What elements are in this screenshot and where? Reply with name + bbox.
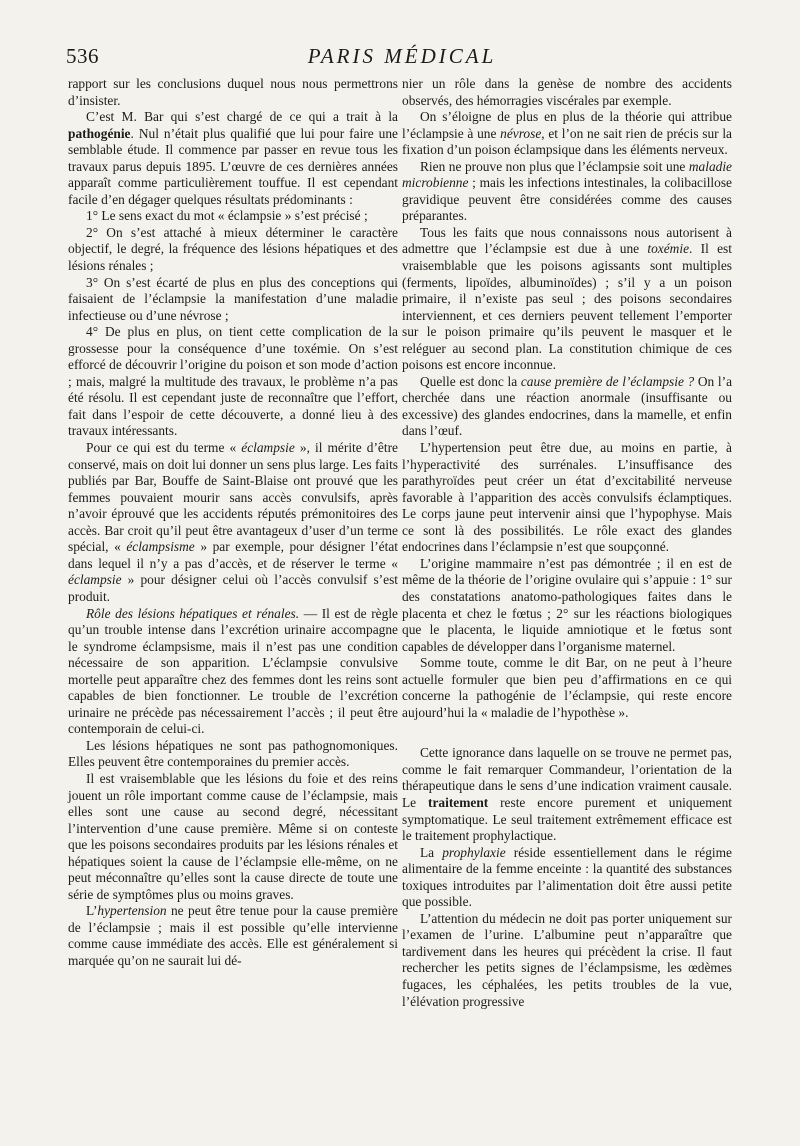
list-item: 4° De plus en plus, on tient cette complication de la grossesse pour la conséquence d’une toxémie. On s’est efforcé de découvrir l’origine du poison et son mode d’action ; mais, malgré la multitude des travaux, le problème n’a pas été résolu. Il est cependant juste de reconnaître que l’effort, fait dans l’espoir de cette découverte, a donné lieu à des travaux intéressants. <box>68 324 398 439</box>
paragraph: Rôle des lésions hépatiques et rénales. — Il est de règle qu’un trouble intense dans l’excrétion urinaire accompagne le syndrome éclampsisme, mais il n’est pas une condition nécessaire de son apparition. L’éclampsie convulsive mortelle peut apparaître chez des femmes dont les reins sont capables de bien fonctionner. Le trouble de l’excrétion urinaire ne précède pas nécessairement l’accès ; il peut être contemporain de celui-ci. <box>68 605 398 737</box>
list-item: 2° On s’est attaché à mieux déterminer le caractère objectif, le degré, la fréquence des lésions hépatiques et des lésions rénales ; <box>68 224 398 274</box>
running-title: PARIS MÉDICAL <box>307 44 497 68</box>
section-heading: Rôle des lésions hépatiques et rénales. <box>86 605 300 621</box>
paragraph: La prophylaxie réside essentiellement dans le régime alimentaire de la femme enceinte : la quantité des substances toxiques introduites par l’alimentation doit être aussi petite que possible. <box>402 844 732 910</box>
paragraph: nier un rôle dans la genèse de nombre des accidents observés, des hémorragies viscérales par exemple. <box>402 76 732 108</box>
paragraph: On s’éloigne de plus en plus de la théorie qui attribue l’éclampsie à une névrose, et l’on ne sait rien de précis sur la fixation d’un poison éclampsique dans les éléments nerveux. <box>402 109 732 158</box>
left-column <box>68 76 398 970</box>
right-column <box>402 76 732 1010</box>
keyword-traitement: traitement <box>428 794 489 810</box>
page-header <box>66 44 738 70</box>
keyword-pathogenie: pathogénie <box>68 125 131 141</box>
paragraph: Cette ignorance dans laquelle on se trouve ne permet pas, comme le fait remarquer Commandeur, l’orientation de la thérapeutique dans le sens d’une indication vraiment causale. Le traitement reste encore purement et uniquement symptomatique. Le seul traitement extrêmement efficace est le traitement prophylactique. <box>402 745 732 844</box>
paragraph: rapport sur les conclusions duquel nous nous permettrons d’insister. <box>68 76 398 108</box>
paragraph: Pour ce qui est du terme « éclampsie », il mérite d’être conservé, mais on doit lui donner un sens plus large. Les faits publiés par Bar, Bouffe de Saint-Blaise ont prouvé que les femmes pouvaient mourir sans accès convulsifs, après n’avoir éprouvé que les accidents réputés prémonitoires des accès. Bar croit qu’il peut être avantageux d’user d’un terme spécial, « éclampsisme » par exemple, pour désigner l’état dans lequel il n’y a pas d’accès, et de réserver le terme « éclampsie » pour désigner celui où l’accès convulsif s’est produit. <box>68 440 398 604</box>
paragraph: Il est vraisemblable que les lésions du foie et des reins jouent un rôle important comme cause de l’éclampsie, mais elles sont une cause au second degré, nécessitant l’intervention d’une cause première. Même si on conteste que les poisons secondaires produits par les lésions rénales et hépatiques soient la cause de l’éclampsie elle-même, on ne peut méconnaître qu’elles sont la cause directe de toute une série de symptômes plus ou moins graves. <box>68 770 398 902</box>
paragraph: L’hypertension peut être due, au moins en partie, à l’hyperactivité des surrénales. L’insuffisance des parathyroïdes peut créer un état d’excitabilité nerveuse favorable à l’apparition des accès convulsifs éclamptiques. Le corps jaune peut intervenir ainsi que l’hypophyse. Mais ce sont là des possibilités. Le rôle exact des glandes endocrines dans l’éclampsie n’est que soupçonné. <box>402 440 732 555</box>
paragraph: L’attention du médecin ne doit pas porter uniquement sur l’examen de l’urine. L’albumine peut n’apparaître que tardivement dans les heures qui précèdent la crise. Il faut rechercher les petits signes de l’éclampsisme, les œdèmes fugaces, les céphalées, les petits troubles de la vue, l’élévation progressive <box>402 910 732 1009</box>
paragraph: Rien ne prouve non plus que l’éclampsie soit une maladie microbienne ; mais les infections intestinales, la colibacillose gravidique peuvent être considérées comme des causes préparantes. <box>402 158 732 224</box>
paragraph: L’origine mammaire n’est pas démontrée ; il en est de même de la théorie de l’origine ovulaire qui s’appuie : 1° sur des constatations anatomo-pathologiques faites dans le placenta et chez le fœtus ; 2° sur les réactions biologiques que le placenta, le liquide amniotique et le fœtus sont capables de développer dans l’organisme maternel. <box>402 555 732 654</box>
paragraph: Quelle est donc la cause première de l’éclampsie ? On l’a cherchée dans une réaction anormale (insuffisante ou excessive) des glandes endocrines, dans la mamelle, et enfin dans l’œuf. <box>402 373 733 439</box>
paragraph: L’hypertension ne peut être tenue pour la cause première de l’éclampsie ; mais il est possible qu’elle intervienne comme cause immédiate des accès. Elle est généralement si marquée qu’on ne saurait lui dé- <box>68 903 398 968</box>
list-item: 1° Le sens exact du mot « éclampsie » s’est précisé ; <box>86 208 368 224</box>
list-item: 3° On s’est écarté de plus en plus des conceptions qui faisaient de l’éclampsie la manifestation d’une maladie infectieuse ou d’une névrose ; <box>68 274 398 323</box>
paragraph: Somme toute, comme le dit Bar, on ne peut à l’heure actuelle formuler que bien peu d’affirmations en ce qui concerne la pathogénie de l’éclampsie, qui reste encore aujourd’hui la « maladie de l’hypothèse ». <box>402 655 732 720</box>
paragraph: Tous les faits que nous connaissons nous autorisent à admettre que l’éclampsie est due à une toxémie. Il est vraisemblable que les poisons agissants sont multiples (ferments, lipoïdes, albuminoïdes) ; s’il y a un poison primaire, il n’existe pas seul ; des poisons secondaires interviennent, et ces derniers peuvent tellement l’emporter sur le poison primaire qu’ils peuvent le masquer et le reléguer au second plan. La constitution chimique de ces poisons est encore inconnue. <box>402 224 732 373</box>
page-number: 536 <box>66 44 99 68</box>
paragraph: Les lésions hépatiques ne sont pas pathognomoniques. Elles peuvent être contemporaines du premier accès. <box>68 737 398 770</box>
paragraph: C’est M. Bar qui s’est chargé de ce qui a trait à la pathogénie. Nul n’était plus qualifié que lui pour faire une semblable étude. Il commence par passer en revue tous les travaux parus depuis 1895. L’œuvre de ces dernières années apparaît comme particulièrement touffue. Il est cependant facile d’en dégager quelques résultats prédominants : <box>68 109 398 207</box>
